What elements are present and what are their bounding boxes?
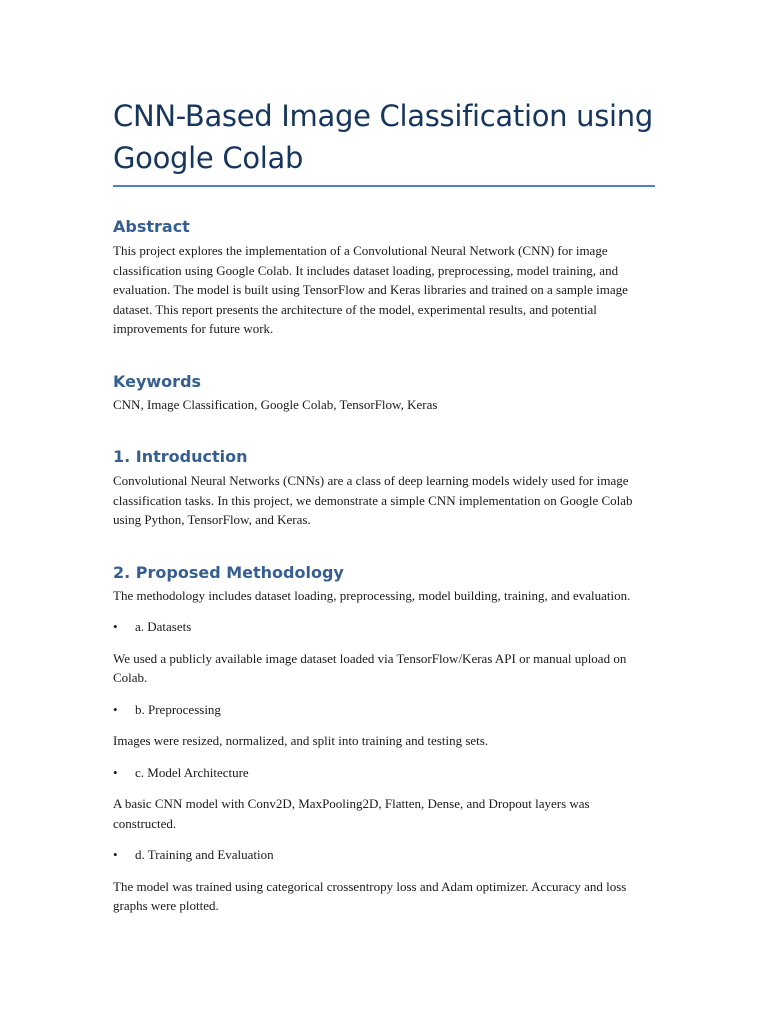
title-divider: [113, 185, 655, 187]
introduction-text: Convolutional Neural Networks (CNNs) are a class of deep learning models widely used for image classification tasks. In this project, we demonstrate a simple CNN implementation on Google Colab using Python, TensorFlow, and Keras.: [113, 473, 633, 527]
list-item-text: Images were resized, normalized, and split into training and testing sets.: [113, 733, 489, 748]
methodology-section: [113, 563, 655, 916]
keywords-text: CNN, Image Classification, Google Colab, TensorFlow, Keras: [113, 396, 438, 412]
list-item-text: We used a publicly available image dataset loaded via TensorFlow/Keras API or manual upload on Colab.: [113, 650, 627, 685]
list-item: [113, 763, 655, 783]
bullet-icon: •: [113, 847, 118, 862]
list-item-label: a. Datasets: [135, 619, 192, 634]
list-item: [113, 700, 655, 720]
abstract-heading: Abstract: [113, 217, 190, 236]
list-item-text: A basic CNN model with Conv2D, MaxPooling2D, Flatten, Dense, and Dropout layers was constructed.: [113, 796, 590, 831]
keywords-heading: Keywords: [113, 371, 202, 391]
introduction-section: [113, 447, 655, 530]
list-item-label: c. Model Architecture: [135, 764, 249, 780]
introduction-heading: 1. Introduction: [113, 447, 248, 466]
bullet-icon: •: [113, 701, 118, 717]
keywords-section: [113, 372, 655, 415]
list-item: [113, 845, 655, 865]
abstract-text: This project explores the implementation of a Convolutional Neural Network (CNN) for image classification using Google Colab. It includes dataset loading, preprocessing, model training, and evaluation. The model is built using TensorFlow and Keras libraries and trained on a sample image dataset. This report presents the architecture of the model, experimental results, and potential improvements for future work.: [113, 243, 628, 336]
bullet-icon: •: [113, 619, 118, 634]
list-item-label: b. Preprocessing: [135, 701, 221, 717]
methodology-text: The methodology includes dataset loading, preprocessing, model building, training, and evaluation.: [113, 587, 631, 603]
list-item-text: The model was trained using categorical crossentropy loss and Adam optimizer. Accuracy and loss graphs were plotted.: [113, 878, 627, 913]
list-item: [113, 617, 655, 637]
methodology-heading: 2. Proposed Methodology: [113, 562, 344, 582]
list-item-label: d. Training and Evaluation: [135, 847, 274, 862]
abstract-section: [113, 217, 655, 339]
document-page: [113, 95, 655, 916]
bullet-icon: •: [113, 764, 118, 780]
document-title: CNN-Based Image Classification using Google Colab: [113, 99, 653, 175]
